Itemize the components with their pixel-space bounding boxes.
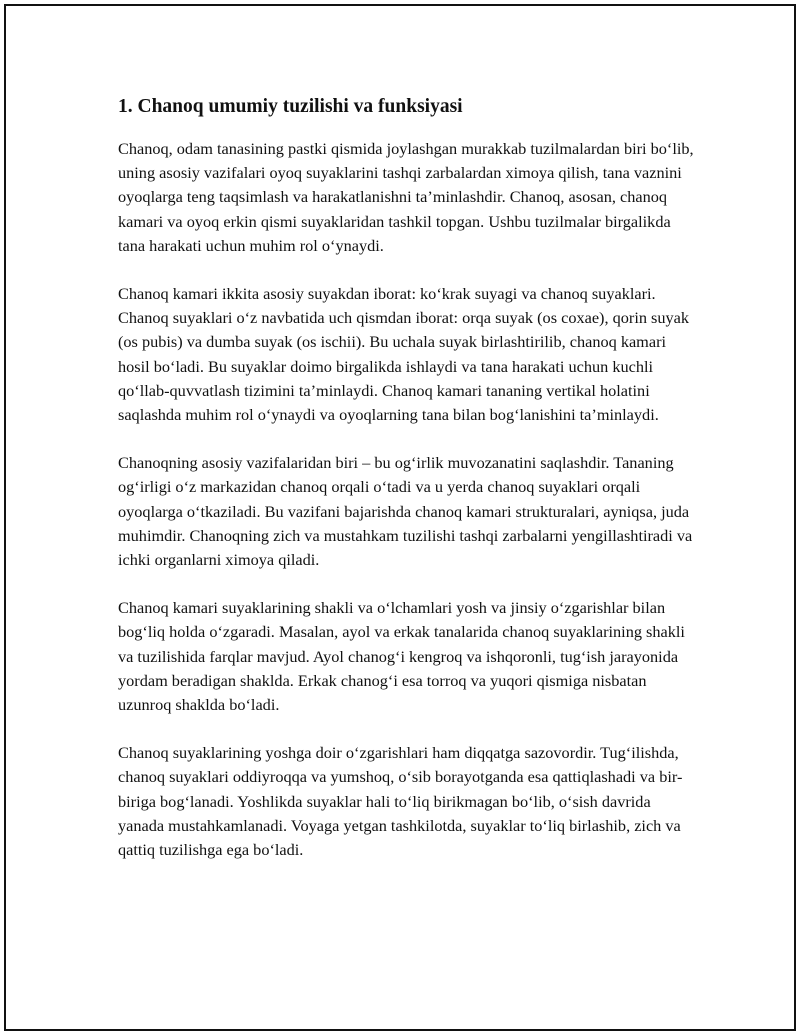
paragraph-overview: Chanoq, odam tanasining pastki qismida joylashgan murakkab tuzilmalardan biri bo‘lib, uning asosiy vazifalari oyoq suyaklarini tashqi zarbalardan ximoya qilish, tana vaznini oyoqlarga teng taqsimlash va harakatlanishni ta’minlashdir. Chanoq, asosan, chanoq kamari va oyoq erkin qismi suyaklaridan tashkil topgan. Ushbu tuzilmalar birgalikda tana harakati uchun muhim rol o‘ynaydi.	[118, 139, 694, 255]
page-frame	[4, 4, 796, 1031]
paragraph-weight-balance: Chanoqning asosiy vazifalaridan biri – bu og‘irlik muvozanatini saqlashdir. Tananing og‘irligi o‘z markazidan chanoq orqali o‘tadi va u yerda chanoq suyaklari orqali oyoqlarga o‘tkaziladi. Bu vazifani bajarishda chanoq kamari strukturalari, ayniqsa, juda muhimdir. Chanoqning zich va mustahkam tuzilishi tashqi zarbalarni yengillashtiradi va ichki organlarni ximoya qiladi.	[118, 453, 693, 570]
paragraph-age-changes: Chanoq suyaklarining yoshga doir o‘zgarishlari ham diqqatga sazovordir. Tug‘ilishda, chanoq suyaklari oddiyroqqa va yumshoq, o‘sib borayotganda esa qattiqlashadi va bir-biriga bog‘lanadi. Yoshlikda suyaklar hali to‘liq birikmagan bo‘lib, o‘sish davrida yanada mustahkamlanadi. Voyaga yetgan tashkilotda, suyaklar to‘liq birlashib, zich va qattiq tuzilishga ega bo‘ladi.	[118, 743, 683, 860]
paragraph-sex-differences: Chanoq kamari suyaklarining shakli va o‘lchamlari yosh va jinsiy o‘zgarishlar bilan bog‘liq holda o‘zgaradi. Masalan, ayol va erkak tanalarida chanoq suyaklarining shakli va tuzilishida farqlar mavjud. Ayol chanog‘i kengroq va ishqoronli, tug‘ish jarayonida yordam beradigan shaklda. Erkak chanog‘i esa torroq va yuqori qismiga nisbatan uzunroq shaklda bo‘ladi.	[118, 598, 685, 715]
paragraph-pelvic-girdle: Chanoq kamari ikkita asosiy suyakdan iborat: ko‘krak suyagi va chanoq suyaklari. Chanoq suyaklari o‘z navbatida uch qismdan iborat: orqa suyak (os coxae), qorin suyak (os pubis) va dumba suyak (os ischii). Bu uchala suyak birlashtirilib, chanoq kamari hosil bo‘ladi. Bu suyaklar doimo birgalikda ishlaydi va tana harakati uchun kuchli qo‘llab-quvvatlash tizimini ta’minlaydi. Chanoq kamari tananing vertikal holatini saqlashda muhim rol o‘ynaydi va oyoqlarning tana bilan bog‘lanishini ta’minlaydi.	[118, 284, 690, 425]
document-body	[118, 95, 698, 886]
section-heading: 1. Chanoq umumiy tuzilishi va funksiyasi	[118, 96, 463, 117]
